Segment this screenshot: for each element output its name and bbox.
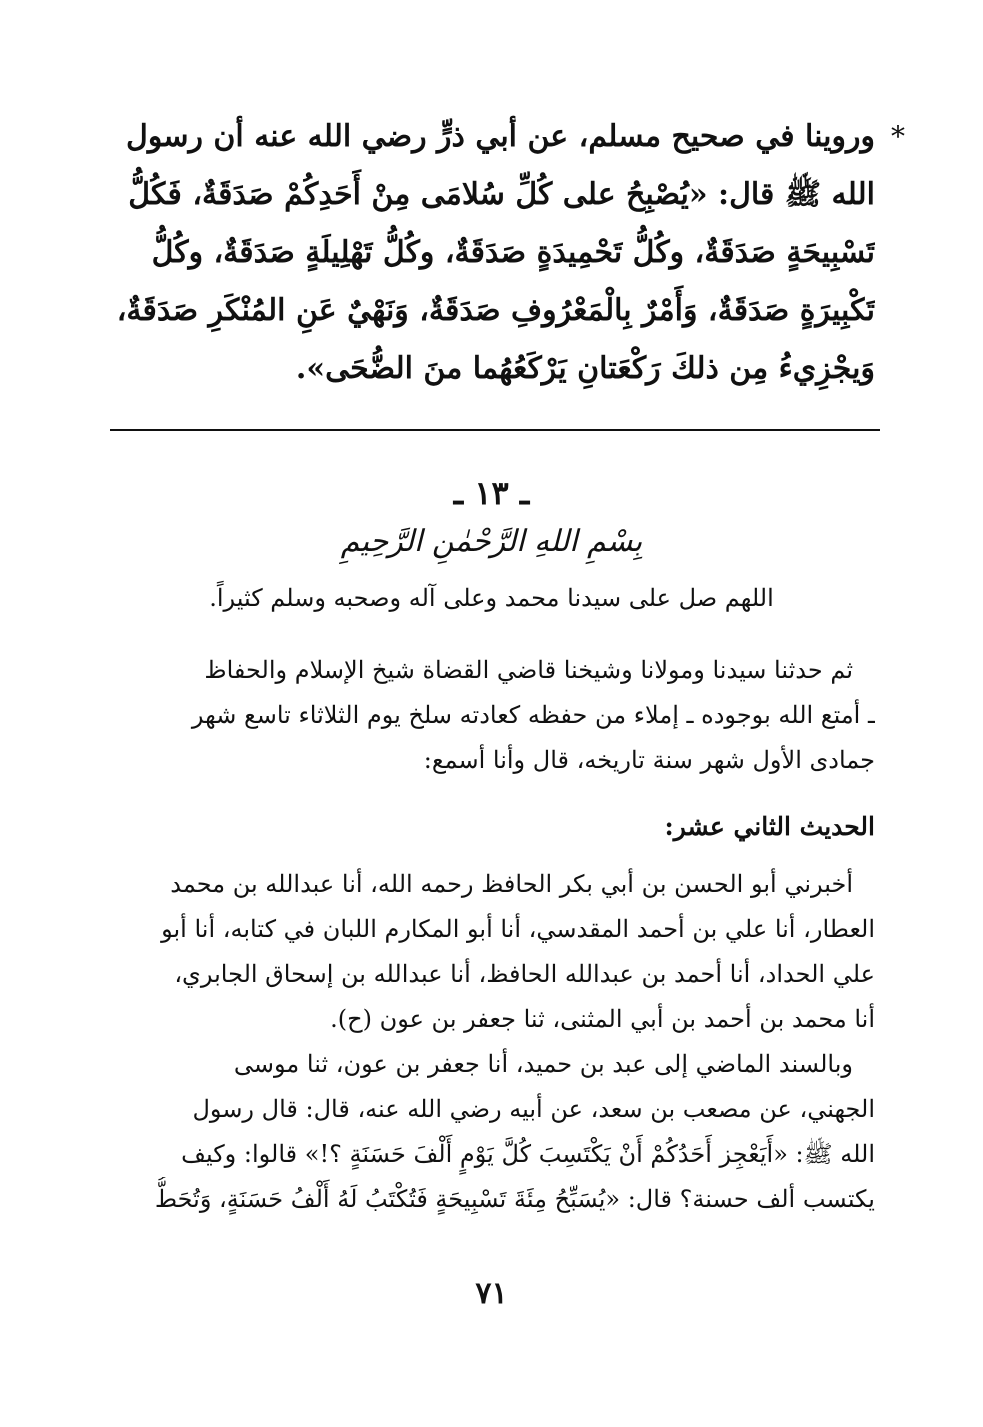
- body-line: الله ﷺ: «أَيَعْجِز أَحَدُكُمْ أَنْ يَكْتَسِبَ كُلَّ يَوْمٍ أَلْفَ حَسَنَةٍ ؟!» قالوا: وكيف: [181, 1140, 875, 1168]
- quote-line: وروينا في صحيح مسلم، عن أبي ذرٍّ رضي الله عنه أن رسول: [126, 119, 875, 154]
- body-line: أنا محمد بن أحمد بن أبي المثنى، ثنا جعفر بن عون (ح).: [330, 1005, 875, 1033]
- body-line: وبالسند الماضي إلى عبد بن حميد، أنا جعفر بن عون، ثنا موسى: [233, 1050, 853, 1078]
- section-number: ـ ١٣ ـ: [453, 474, 530, 512]
- hadith-body: [110, 862, 875, 1222]
- quote-line: تَسْبِيحَةٍ صَدَقَةٌ، وكُلُّ تَحْمِيدَةٍ صَدَقَةٌ، وكُلُّ تَهْلِيلَةٍ صَدَقَةٌ، وكُلُّ: [151, 235, 875, 270]
- body-line: يكتسب ألف حسنة؟ قال: «يُسَبِّحُ مِئَةَ تَسْبِيحَةٍ فَتُكْتَبُ لَهُ أَلْفُ حَسَنَةٍ، وَتُحَطُّ: [154, 1185, 875, 1213]
- body-line: أخبرني أبو الحسن بن أبي بكر الحافظ رحمه الله، أنا عبدالله بن محمد: [170, 870, 853, 898]
- asterisk-marker: *: [891, 120, 905, 153]
- hadith-quote-block: [110, 108, 905, 398]
- body-line: علي الحداد، أنا أحمد بن عبدالله الحافظ، أنا عبدالله بن إسحاق الجابري،: [174, 960, 875, 988]
- body-line: العطار، أنا علي بن أحمد المقدسي، أنا أبو المكارم اللبان في كتابه، أنا أبو: [161, 915, 875, 943]
- intro-line: جمادى الأول شهر سنة تاريخه، قال وأنا أسمع:: [423, 746, 875, 774]
- page-number: ٧١: [475, 1276, 508, 1311]
- hadith-heading: الحديث الثاني عشر:: [664, 812, 875, 841]
- quote-line: وَيجْزِيءُ مِن ذلكَ رَكْعَتانِ يَرْكَعُهُما منَ الضُّحَى».: [295, 351, 875, 386]
- body-line: الجهني، عن مصعب بن سعد، عن أبيه رضي الله عنه، قال: قال رسول: [192, 1095, 875, 1123]
- quote-line: تَكْبِيرَةٍ صَدَقَةٌ، وَأَمْرٌ بِالْمَعْرُوفِ صَدَقَةٌ، وَنَهْيٌ عَنِ المُنْكَرِ صَدَقَةٌ،: [116, 293, 875, 328]
- section-divider: [110, 429, 880, 431]
- quote-line: الله ﷺ قال: «يُصْبِحُ على كُلِّ سُلامَى مِنْ أَحَدِكُمْ صَدَقَةٌ، فَكُلُّ: [128, 177, 875, 212]
- intro-line: ثم حدثنا سيدنا ومولانا وشيخنا قاضي القضاة شيخ الإسلام والحفاظ: [204, 656, 853, 684]
- basmala: بِسْمِ اللهِ الرَّحْمٰنِ الرَّحِيمِ: [340, 524, 643, 559]
- intro-line: ـ أمتع الله بوجوده ـ إملاء من حفظه كعادته سلخ يوم الثلاثاء تاسع شهر: [191, 701, 875, 729]
- intro-paragraph: [110, 648, 875, 783]
- salawat-line: اللهم صل على سيدنا محمد وعلى آله وصحبه وسلم كثيراً.: [209, 584, 774, 612]
